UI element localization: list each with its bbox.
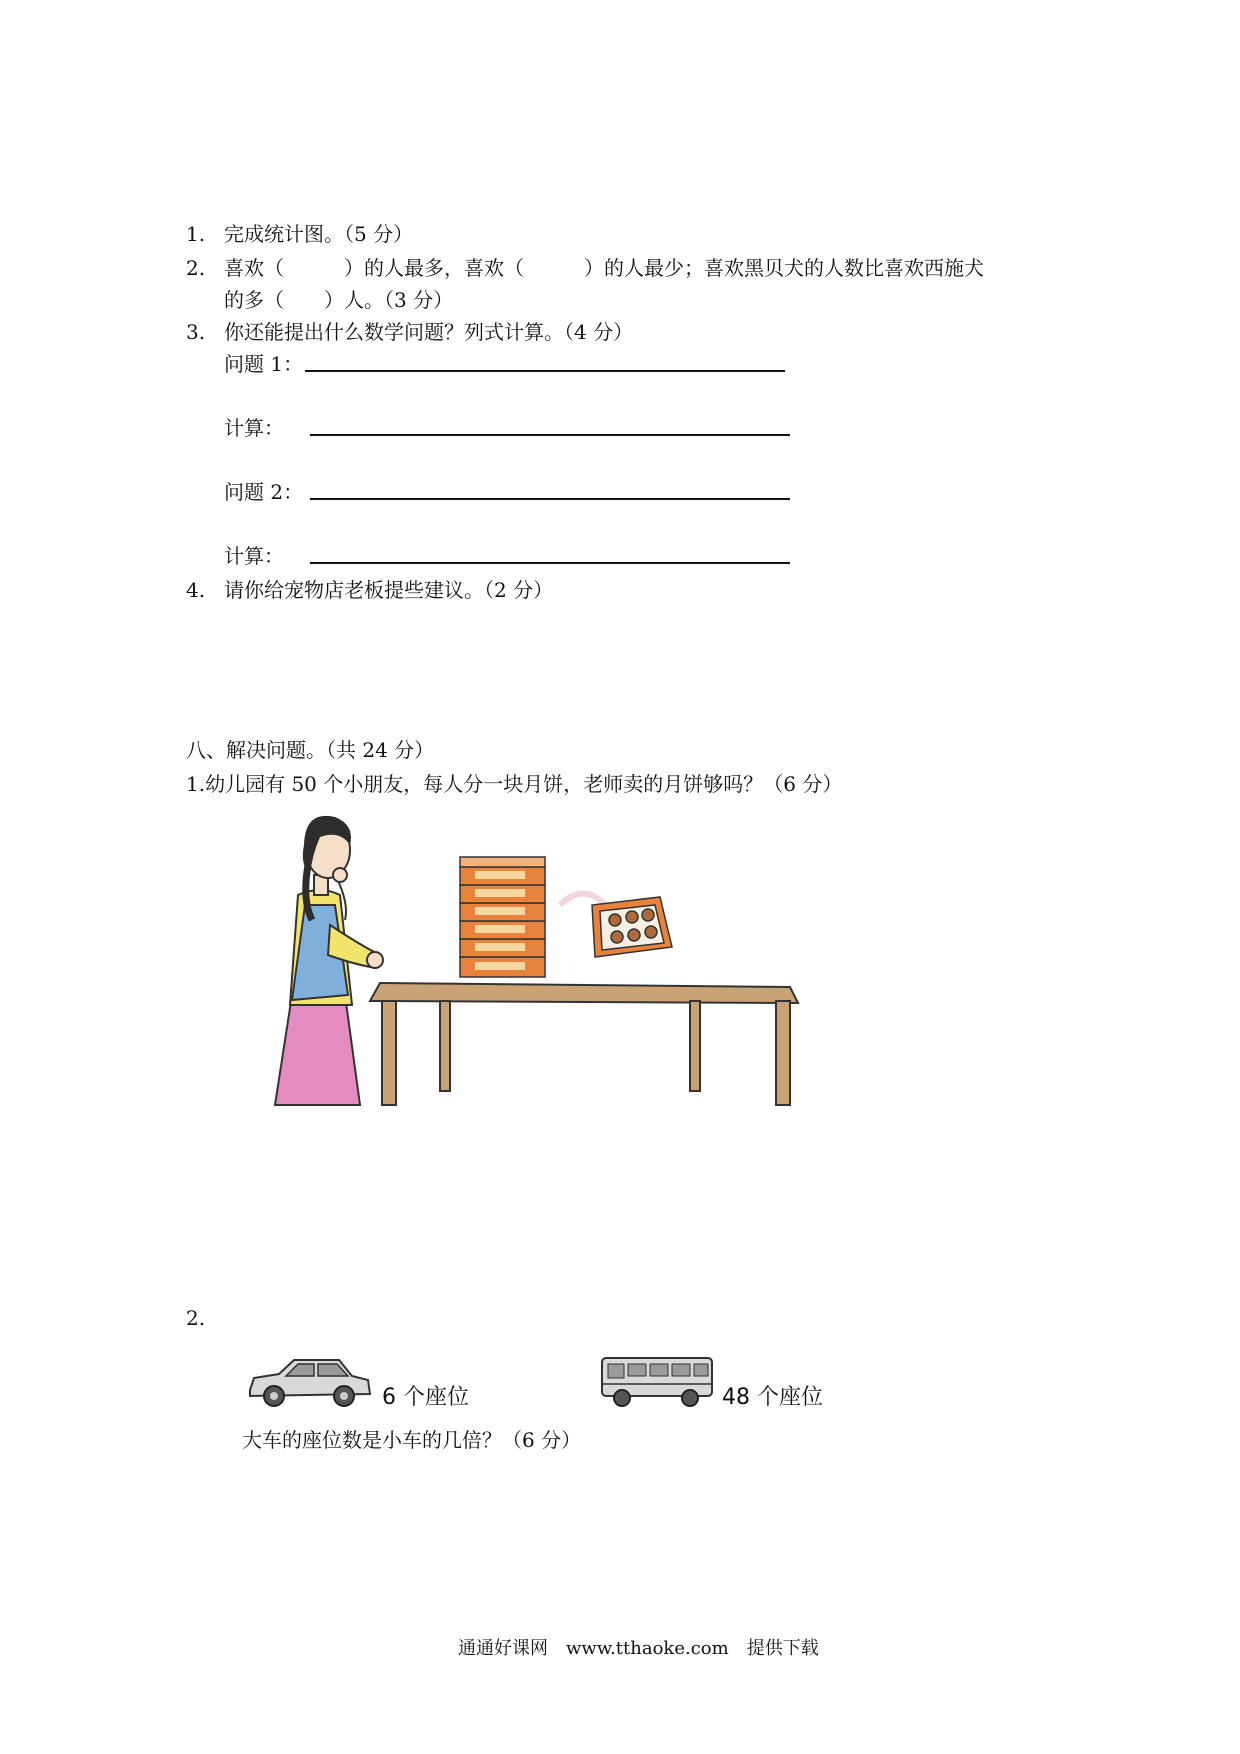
- question-4: [186, 574, 553, 603]
- question-1: [186, 218, 413, 247]
- problem-1-answer-line[interactable]: [305, 370, 785, 372]
- table-shape: [370, 983, 798, 1003]
- problem-2-label: 问题 2：: [224, 480, 304, 504]
- question-text: 完成统计图。（5 分）: [224, 222, 414, 246]
- car-icon: [244, 1352, 374, 1412]
- problem-2-question: 大车的座位数是小车的几倍？（6 分）: [242, 1428, 582, 1452]
- calc-1-answer-line[interactable]: [310, 434, 790, 436]
- question-number: 1.: [186, 222, 206, 246]
- question-number: 2.: [186, 256, 206, 280]
- section-8-heading: 八、解决问题。（共 24 分）: [186, 738, 435, 762]
- question-text: 请你给宠物店老板提些建议。（2 分）: [224, 578, 554, 602]
- car-seats-label: 6 个座位: [382, 1385, 469, 1410]
- question-3: [186, 316, 633, 345]
- problem-2-answer-line[interactable]: [310, 498, 790, 500]
- question-2-line1: [186, 252, 984, 281]
- problem-2-number: 2.: [186, 1306, 206, 1330]
- mooncake-box-stack: [460, 857, 545, 977]
- bus-seats-label: 48 个座位: [722, 1385, 823, 1410]
- question-number: 4.: [186, 578, 206, 602]
- calc-1-label: 计算：: [224, 416, 284, 440]
- teacher-mooncake-illustration: [270, 805, 800, 1105]
- problem-1-text: 1.幼儿园有 50 个小朋友，每人分一块月饼，老师卖的月饼够吗？（6 分）: [186, 772, 843, 796]
- question-2-line2: 的多（ ）人。（3 分）: [224, 288, 454, 312]
- bus-icon: [598, 1352, 716, 1412]
- question-text: 喜欢（ ）的人最多，喜欢（ ）的人最少；喜欢黑贝犬的人数比喜欢西施犬: [224, 256, 984, 280]
- problem-1-label: 问题 1：: [224, 352, 304, 376]
- calc-2-answer-line[interactable]: [310, 562, 790, 564]
- calc-2-label: 计算：: [224, 544, 284, 568]
- footer-text: 通通好课网 www.tthaoke.com 提供下载: [458, 1638, 819, 1659]
- open-mooncake-box: [592, 897, 672, 957]
- skirt-shape: [275, 995, 360, 1105]
- question-number: 3.: [186, 320, 206, 344]
- question-text: 你还能提出什么数学问题？列式计算。（4 分）: [224, 320, 634, 344]
